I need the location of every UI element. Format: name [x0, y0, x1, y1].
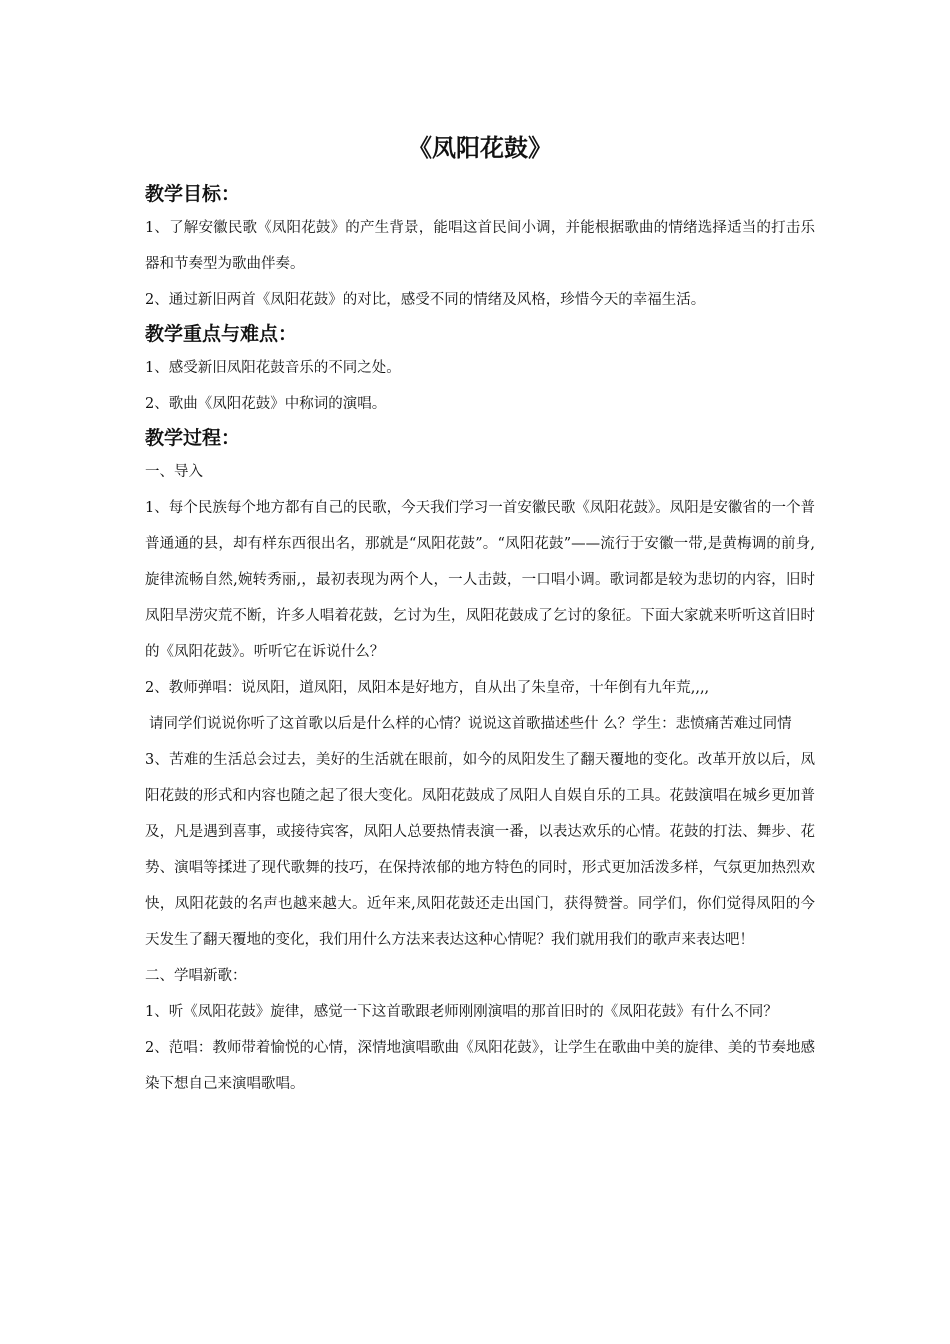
paragraph: 2、通过新旧两首《凤阳花鼓》的对比，感受不同的情绪及风格，珍惜今天的幸福生活。 [145, 292, 706, 308]
paragraph: 一、导入 [145, 464, 203, 480]
paragraph: 1、听《凤阳花鼓》旋律，感觉一下这首歌跟老师刚刚演唱的那首旧时的《凤阳花鼓》有什么不同？ [145, 1004, 778, 1020]
paragraph: 二、学唱新歌： [145, 968, 247, 984]
paragraph: 请同学们说说你听了这首歌以后是什么样的心情？说说这首歌描述些什 么？学生：悲愤痛苦难过同情 [149, 716, 792, 732]
paragraph: 2、教师弹唱：说凤阳，道凤阳，凤阳本是好地方，自从出了朱皇帝，十年倒有九年荒,,,, [145, 680, 710, 696]
document-body [145, 128, 815, 1102]
paragraph: 1、了解安徽民歌《凤阳花鼓》的产生背景，能唱这首民间小调，并能根据歌曲的情绪选择适当的打击乐器和节奏型为歌曲伴奏。 [145, 220, 815, 272]
section-heading-process: 教学过程： [145, 427, 241, 449]
paragraph: 1、感受新旧凤阳花鼓音乐的不同之处。 [145, 360, 401, 376]
paragraph: 1、每个民族每个地方都有自己的民歌，今天我们学习一首安徽民歌《凤阳花鼓》。凤阳是安徽省的一个普普通通的县，却有样东西很出名，那就是“凤阳花鼓”。“凤阳花鼓”——流行于安徽一带,是黄梅调的前身,旋律流畅自然,婉转秀丽,，最初表现为两个人，一人击鼓，一口唱小调。歌词都是较为悲切的内容，旧时凤阳旱涝灾荒不断，许多人唱着花鼓，乞讨为生，凤阳花鼓成了乞讨的象征。下面大家就来听听这首旧时的《凤阳花鼓》。听听它在诉说什么？ [145, 500, 815, 660]
section-heading-key-points: 教学重点与难点： [145, 323, 298, 345]
document-title: 《凤阳花鼓》 [408, 133, 552, 162]
paragraph: 2、歌曲《凤阳花鼓》中称词的演唱。 [145, 396, 387, 412]
section-heading-objectives: 教学目标： [145, 183, 241, 205]
paragraph: 2、范唱：教师带着愉悦的心情，深情地演唱歌曲《凤阳花鼓》，让学生在歌曲中美的旋律、美的节奏地感染下想自己来演唱歌唱。 [145, 1040, 815, 1092]
paragraph: 3、苦难的生活总会过去，美好的生活就在眼前，如今的凤阳发生了翻天覆地的变化。改革开放以后，凤阳花鼓的形式和内容也随之起了很大变化。凤阳花鼓成了凤阳人自娱自乐的工具。花鼓演唱在城乡更加普及，凡是遇到喜事，或接待宾客，凤阳人总要热情表演一番，以表达欢乐的心情。花鼓的打法、舞步、花势、演唱等揉进了现代歌舞的技巧，在保持浓郁的地方特色的同时，形式更加活泼多样，气氛更加热烈欢快，凤阳花鼓的名声也越来越大。近年来,凤阳花鼓还走出国门，获得赞誉。同学们，你们觉得凤阳的今天发生了翻天覆地的变化，我们用什么方法来表达这种心情呢？我们就用我们的歌声来表达吧！ [145, 752, 815, 948]
